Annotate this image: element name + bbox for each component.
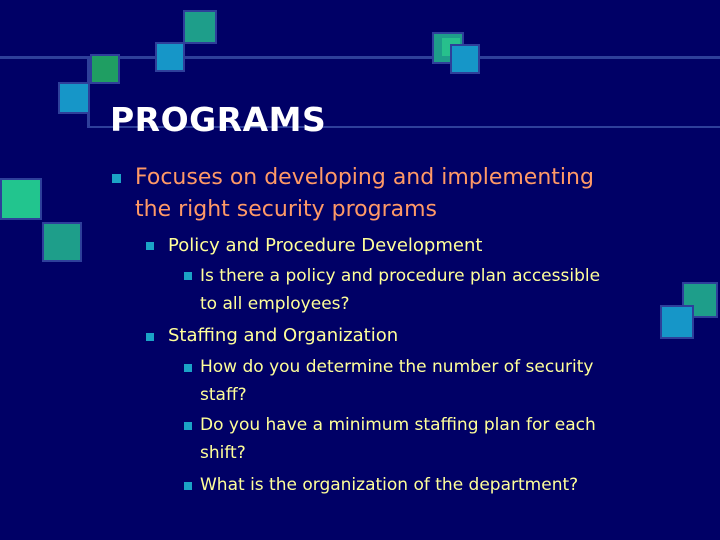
staffing-question2-line1: Do you have a minimum staffing plan for each xyxy=(200,415,596,435)
staffing-question1-line1: How do you determine the number of security xyxy=(200,357,594,377)
staffing-question3-line1: What is the organization of the department? xyxy=(200,475,579,495)
bullet-icon xyxy=(146,242,154,250)
staffing-question2-line2: shift? xyxy=(200,443,246,463)
decorative-square xyxy=(90,54,120,84)
bullet-icon xyxy=(184,422,192,430)
bullet-icon xyxy=(184,272,192,280)
decorative-square xyxy=(42,222,82,262)
decorative-square xyxy=(155,42,185,72)
decorative-square xyxy=(660,305,694,339)
bullet-level1-line2: the right security programs xyxy=(135,197,437,222)
bullet-icon xyxy=(184,364,192,372)
bullet-icon xyxy=(146,333,154,341)
bullet-icon xyxy=(184,482,192,490)
policy-heading: Policy and Procedure Development xyxy=(168,235,483,256)
bullet-level1-line1: Focuses on developing and implementing xyxy=(135,165,594,190)
slide-title: PROGRAMS xyxy=(110,100,327,139)
policy-question-line1: Is there a policy and procedure plan accessible xyxy=(200,266,601,286)
policy-question-line2: to all employees? xyxy=(200,294,350,314)
decorative-square xyxy=(58,82,90,114)
decorative-square xyxy=(0,178,42,220)
bullet-icon xyxy=(112,174,121,183)
staffing-heading: Staffing and Organization xyxy=(168,325,399,346)
decorative-square xyxy=(183,10,217,44)
staffing-question1-line2: staff? xyxy=(200,385,247,405)
decorative-square xyxy=(450,44,480,74)
